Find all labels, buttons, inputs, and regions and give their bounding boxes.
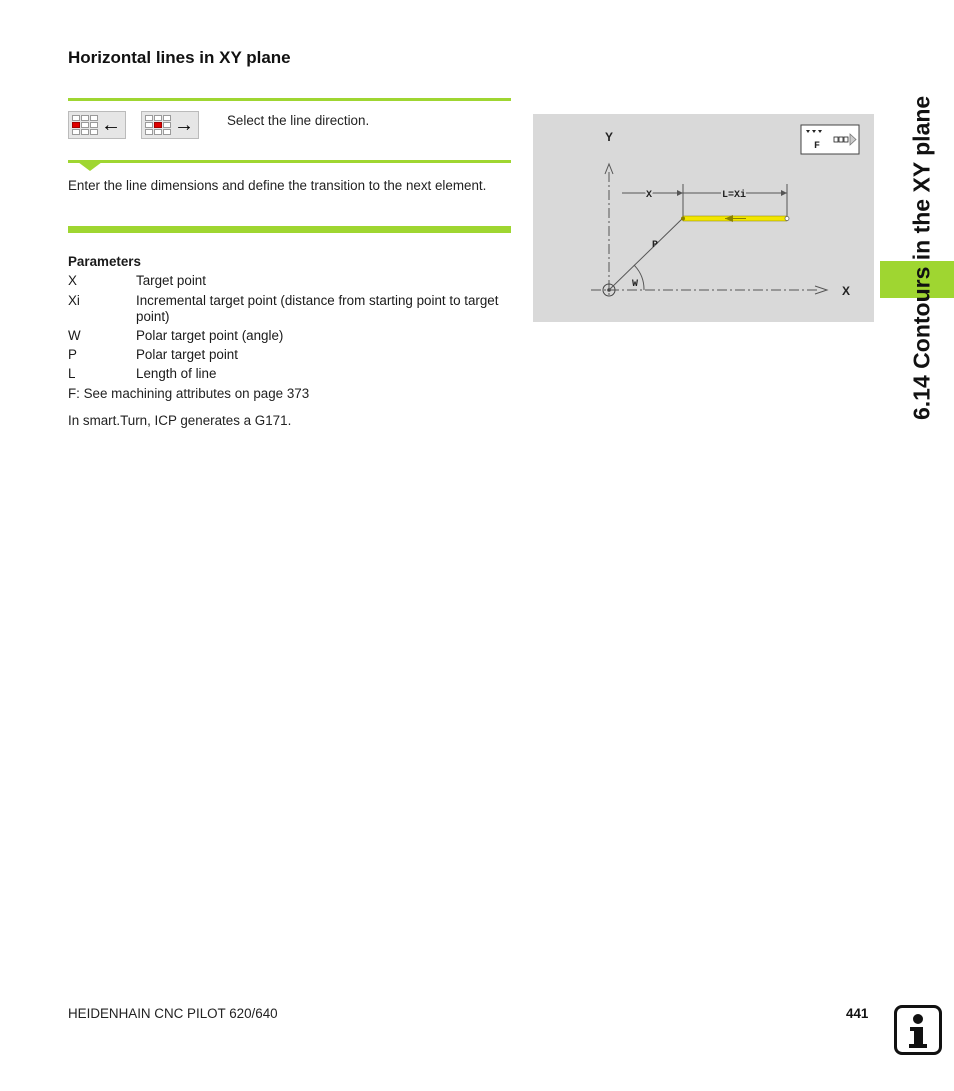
label-w: W [632, 279, 639, 290]
label-x: X [646, 190, 653, 201]
softkey-line-right[interactable] [141, 111, 199, 139]
step-marker-icon [78, 162, 102, 172]
arrow-left-icon: ← [101, 114, 121, 136]
attributes-inset [801, 125, 859, 154]
label-p: P [652, 240, 659, 251]
param-description: Target point [136, 273, 206, 288]
page-number: 441 [846, 1006, 869, 1021]
grid-icon [145, 115, 171, 135]
param-description: Length of line [136, 366, 217, 381]
y-axis-label: Y [605, 130, 614, 144]
softkey-line-left[interactable] [68, 111, 126, 139]
divider-step1 [68, 98, 511, 101]
param-description: Polar target point [136, 347, 238, 362]
param-symbol: W [68, 328, 81, 343]
x-axis-label: X [842, 284, 851, 298]
footer-product: HEIDENHAIN CNC PILOT 620/640 [68, 1006, 278, 1021]
smartturn-note: In smart.Turn, ICP generates a G171. [68, 413, 292, 428]
inset-f-label: F [814, 141, 821, 152]
param-description: Polar target point (angle) [136, 328, 284, 343]
divider-params [68, 226, 511, 233]
param-symbol: L [68, 366, 76, 381]
grid-icon [72, 115, 98, 135]
label-lxi: L=Xi [722, 190, 747, 201]
chapter-title: 6.14 Contours in the XY plane [908, 95, 935, 420]
parameters-heading: Parameters [68, 254, 141, 269]
param-symbol: Xi [68, 293, 80, 308]
section-title: Horizontal lines in XY plane [68, 48, 291, 67]
param-symbol: P [68, 347, 77, 362]
param-symbol: X [68, 273, 77, 288]
param-description: Incremental target point (distance from starting point to target point) [136, 293, 499, 324]
step1-text: Select the line direction. [227, 113, 370, 128]
info-icon [894, 1005, 942, 1055]
f-note: F: See machining attributes on page 373 [68, 386, 310, 401]
line-diagram [533, 114, 874, 322]
step2-text: Enter the line dimensions and define the transition to the next element. [68, 178, 487, 193]
arrow-right-icon: → [174, 114, 194, 136]
divider-step2 [68, 160, 511, 163]
